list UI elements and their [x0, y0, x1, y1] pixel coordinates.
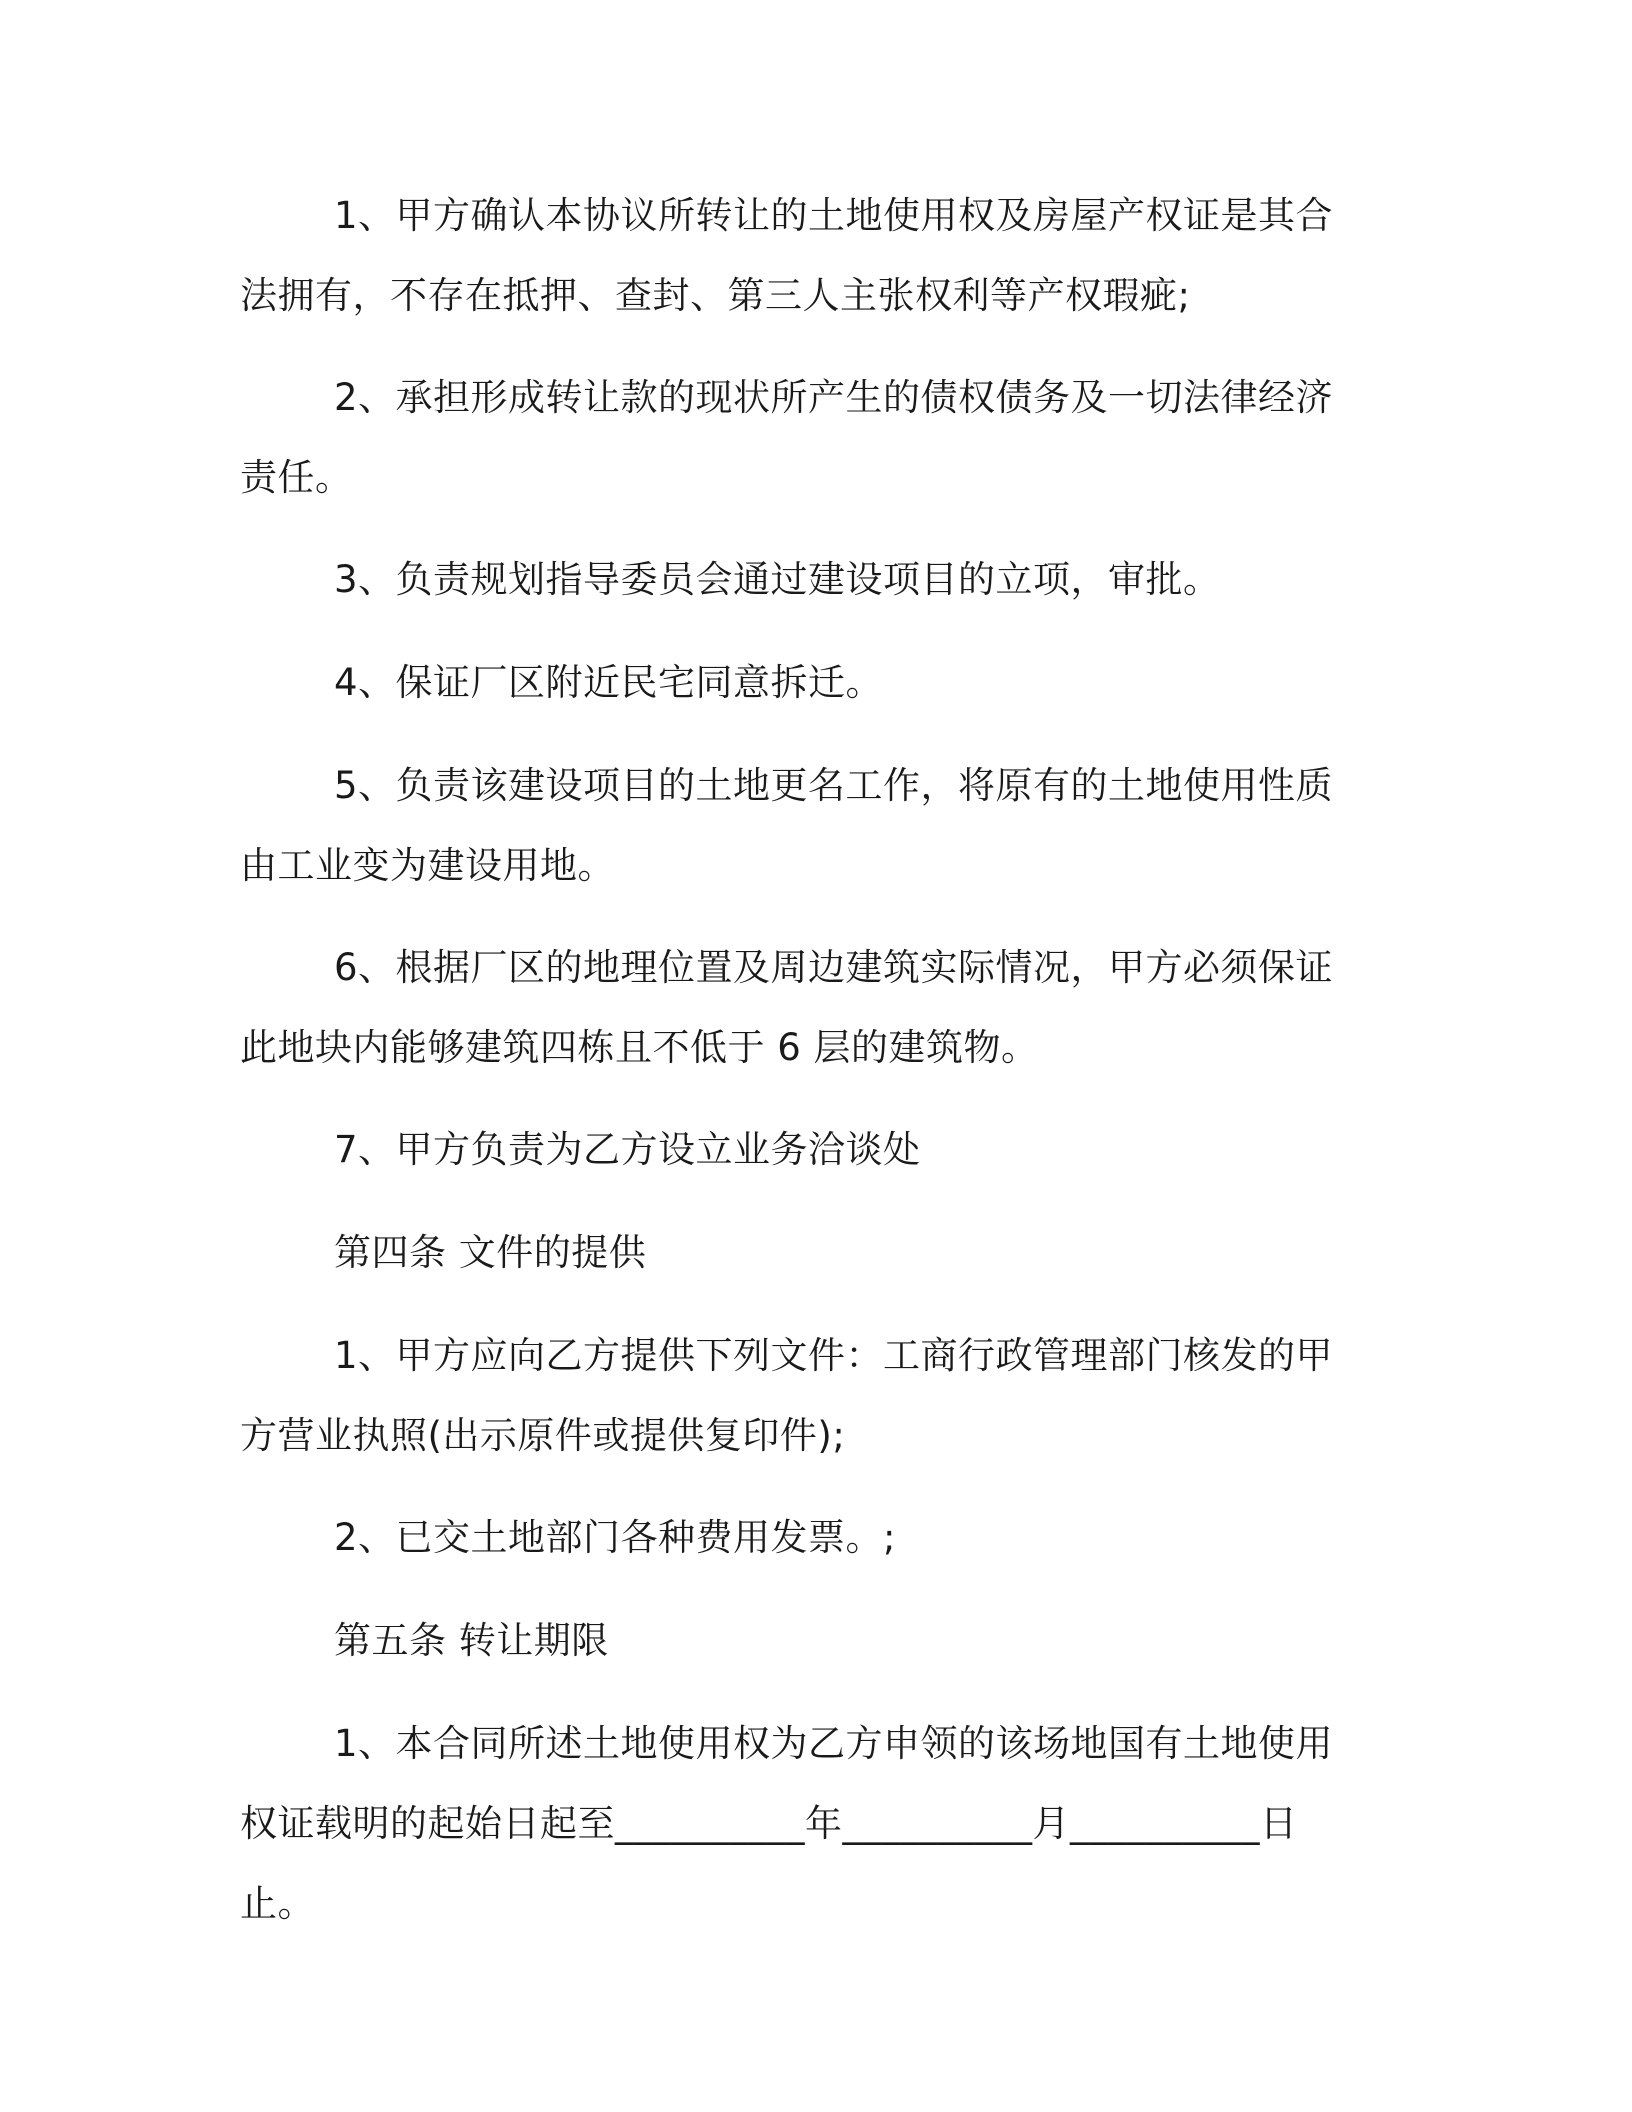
clause-3-item-4: 4、保证厂区附近民宅同意拆迁。: [334, 661, 884, 704]
clause-3-item-7: 7、甲方负责为乙方设立业务洽谈处: [334, 1128, 921, 1171]
clause-5-item-1: 1、本合同所述土地使用权为乙方申领的该场地国有土地使用权证载明的起始日起至__________年__________月__________日止。: [240, 1722, 1334, 1925]
clause-4-item-1: 1、甲方应向乙方提供下列文件：工商行政管理部门核发的甲方营业执照(出示原件或提供复印件);: [240, 1334, 1334, 1457]
clause-3-item-5: 5、负责该建设项目的土地更名工作，将原有的土地使用性质由工业变为建设用地。: [240, 764, 1334, 887]
clause-3-item-6: 6、根据厂区的地理位置及周边建筑实际情况，甲方必须保证此地块内能够建筑四栋且不低于 6 层的建筑物。: [240, 946, 1334, 1069]
clause-5-heading: 第五条 转让期限: [334, 1619, 609, 1662]
clause-3-item-1: 1、甲方确认本协议所转让的土地使用权及房屋产权证是其合法拥有，不存在抵押、查封、第三人主张权利等产权瑕疵;: [240, 194, 1334, 317]
clause-4-item-2: 2、已交土地部门各种费用发票。;: [334, 1516, 897, 1559]
clause-4-heading: 第四条 文件的提供: [334, 1231, 647, 1274]
clause-3-item-2: 2、承担形成转让款的现状所产生的债权债务及一切法律经济责任。: [240, 376, 1334, 499]
clause-3-item-3: 3、负责规划指导委员会通过建设项目的立项，审批。: [334, 558, 1221, 601]
